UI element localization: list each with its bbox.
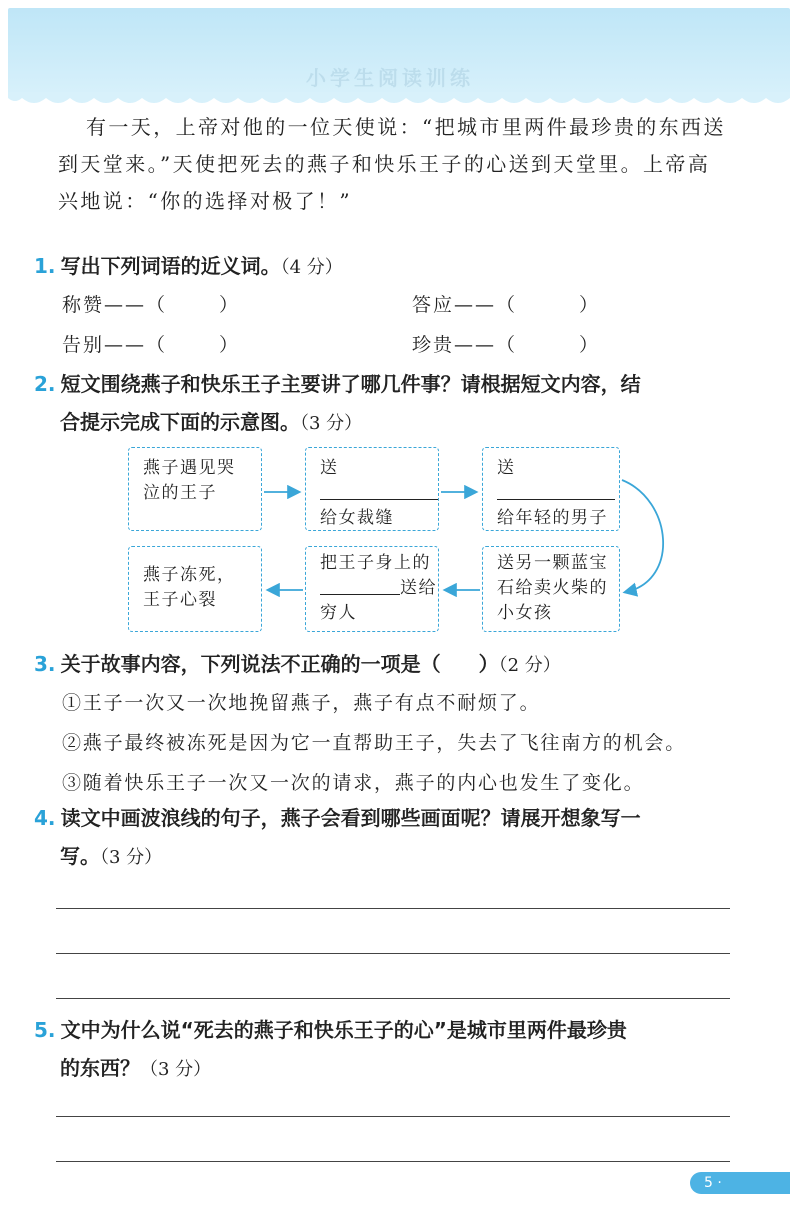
question-2: [34, 366, 744, 404]
option-1[interactable]: ①王子一次又一次地挽留燕子，燕子有点不耐烦了。: [62, 692, 541, 714]
question-score: （3 分）: [100, 847, 163, 868]
fill-blank[interactable]: [320, 481, 438, 500]
question-score: （3 分）: [300, 413, 363, 434]
synonym-close: ）: [219, 294, 241, 316]
passage-line-2: 到天堂来。”天使把死去的燕子和快乐王子的心送到天堂里。上帝高: [58, 152, 711, 176]
box-text: 石给卖火柴的: [497, 578, 608, 598]
question-text-line-2: 合提示完成下面的示意图。: [60, 410, 300, 434]
question-4-line-2: [60, 838, 770, 876]
box-text: 燕子遇见哭: [143, 458, 236, 478]
flow-box-6: [128, 546, 262, 632]
synonym-item[interactable]: [412, 330, 600, 357]
synonym-close: ）: [219, 334, 241, 356]
flow-box-2: [305, 447, 439, 531]
question-number: 3.: [34, 652, 56, 676]
box-text: 送另一颗蓝宝: [497, 553, 608, 573]
answer-line[interactable]: [56, 953, 730, 954]
question-number: 5.: [34, 1018, 56, 1042]
question-text-line-1: 文中为什么说“死去的燕子和快乐王子的心”是城市里两件最珍贵: [60, 1018, 627, 1042]
question-5-line-2: [60, 1050, 770, 1088]
synonym-close: ）: [579, 334, 601, 356]
question-text-line-1: 读文中画波浪线的句子，燕子会看到哪些画面呢？请展开想象写一: [60, 806, 641, 830]
option-2[interactable]: ②燕子最终被冻死是因为它一直帮助王子，失去了飞往南方的机会。: [62, 732, 687, 754]
box-text: 送: [497, 456, 619, 506]
question-1: [34, 248, 744, 286]
answer-line[interactable]: [56, 1116, 730, 1117]
question-2-line-2: [60, 404, 770, 442]
question-5: [34, 1012, 744, 1050]
question-3: [34, 646, 744, 684]
box-text: 送给: [320, 576, 438, 601]
synonym-word: 告别——（: [62, 334, 168, 356]
question-number: 2.: [34, 372, 56, 396]
question-text-close: ）: [478, 652, 499, 676]
synonym-item[interactable]: [62, 290, 240, 317]
passage-line-3: 兴地说：“你的选择对极了！”: [58, 189, 353, 213]
box-text: 王子心裂: [143, 590, 217, 610]
box-text: 穷人: [320, 603, 357, 623]
answer-line[interactable]: [56, 908, 730, 909]
synonym-word: 称赞——（: [62, 294, 168, 316]
header-title: 小学生阅读训练: [306, 66, 474, 90]
page-number: 5 ·: [690, 1172, 790, 1194]
flow-box-3: [482, 447, 620, 531]
flow-box-1: [128, 447, 262, 531]
fill-blank[interactable]: [497, 481, 615, 500]
box-text: 给年轻的男子: [497, 508, 608, 528]
box-text: 小女孩: [497, 603, 553, 623]
synonym-item[interactable]: [412, 290, 600, 317]
synonym-word: 答应——（: [412, 294, 518, 316]
question-text-line-1: 短文围绕燕子和快乐王子主要讲了哪几件事？请根据短文内容，结: [60, 372, 641, 396]
box-text: 泣的王子: [143, 483, 217, 503]
synonym-item[interactable]: [62, 330, 240, 357]
option-3[interactable]: ③随着快乐王子一次又一次的请求，燕子的内心也发生了变化。: [62, 772, 645, 794]
box-text: 给女裁缝: [320, 508, 394, 528]
question-4: [34, 800, 744, 838]
question-text: 关于故事内容，下列说法不正确的一项是（: [60, 652, 441, 676]
question-score: （2 分）: [498, 655, 561, 676]
header-wave-edge: [8, 92, 790, 108]
flow-box-4: [482, 546, 620, 632]
answer-line[interactable]: [56, 1161, 730, 1162]
question-text: 写出下列词语的近义词。: [60, 254, 281, 278]
box-text: 送: [320, 456, 438, 506]
passage-line-1: 有一天，上帝对他的一位天使说：“把城市里两件最珍贵的东西送: [86, 115, 726, 139]
question-number: 1.: [34, 254, 56, 278]
flow-box-5: [305, 546, 439, 632]
fill-blank[interactable]: [320, 576, 400, 595]
synonym-word: 珍贵——（: [412, 334, 518, 356]
box-text: 燕子冻死，: [143, 565, 236, 585]
synonym-close: ）: [579, 294, 601, 316]
box-text: 把王子身上的: [320, 553, 431, 573]
question-score: （4 分）: [280, 257, 343, 278]
question-number: 4.: [34, 806, 56, 830]
question-text-line-2: 写。: [60, 844, 100, 868]
question-text-line-2: 的东西？: [60, 1056, 140, 1080]
answer-line[interactable]: [56, 998, 730, 999]
question-score: （3 分）: [140, 1059, 212, 1080]
curved-arrow-icon: [622, 480, 663, 592]
